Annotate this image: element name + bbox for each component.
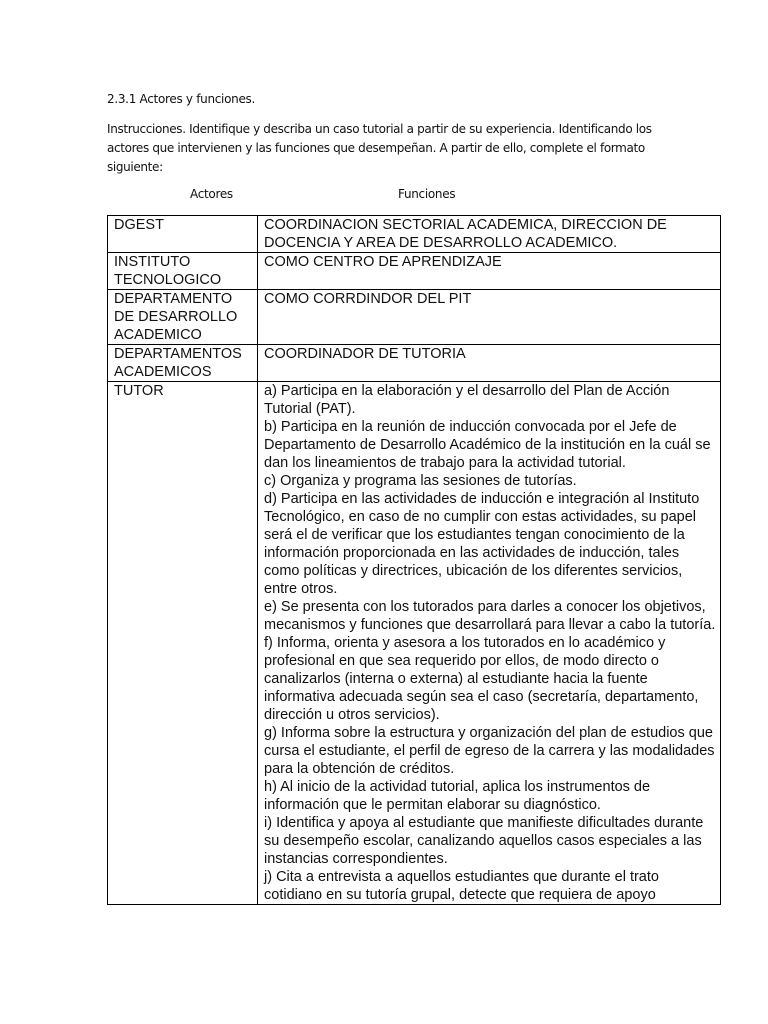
section-heading: 2.3.1 Actores y funciones.: [107, 92, 255, 106]
actor-cell: DEPARTAMENTO DE DESARROLLO ACADEMICO: [108, 290, 258, 345]
table-row: [108, 345, 721, 382]
column-header-actores: Actores: [190, 187, 233, 201]
function-cell: [258, 345, 721, 382]
table-row: [108, 253, 721, 290]
function-item: d) Participa en las actividades de inducción e integración al Instituto Tecnológico, en caso de no cumplir con estas actividades, su papel será el de verificar que los estudiantes tengan conocimiento de la información proporcionada en las actividades de inducción, tales como políticas y directrices, ubicación de los diferentes servicios, entre otros.: [264, 491, 700, 597]
table-row: [108, 290, 721, 345]
function-cell: [258, 382, 721, 905]
actor-cell: DGEST: [108, 216, 258, 253]
actors-functions-table: [107, 215, 721, 905]
table-row: [108, 216, 721, 253]
function-item: COMO CORRDINDOR DEL PIT: [264, 291, 472, 307]
function-item: b) Participa en la reunión de inducción convocada por el Jefe de Departamento de Desarrollo Académico de la institución en la cuál se dan los lineamientos de trabajo para la actividad tutorial.: [264, 419, 711, 471]
table-row: [108, 382, 721, 905]
function-item: i) Identifica y apoya al estudiante que manifieste dificultades durante su desempeño escolar, canalizando aquellos casos especiales a las instancias correspondientes.: [264, 815, 704, 867]
function-item: a) Participa en la elaboración y el desarrollo del Plan de Acción Tutorial (PAT).: [264, 383, 670, 417]
function-item: e) Se presenta con los tutorados para darles a conocer los objetivos, mecanismos y funciones que desarrollará para llevar a cabo la tutoría.: [264, 599, 716, 633]
function-cell: [258, 253, 721, 290]
function-item: h) Al inicio de la actividad tutorial, aplica los instrumentos de información que le permitan elaborar su diagnóstico.: [264, 779, 651, 813]
column-header-funciones: Funciones: [398, 187, 456, 201]
actor-cell: DEPARTAMENTOS ACADEMICOS: [108, 345, 258, 382]
actor-cell: TUTOR: [108, 382, 258, 905]
function-cell: [258, 290, 721, 345]
function-item: g) Informa sobre la estructura y organización del plan de estudios que cursa el estudiante, el perfil de egreso de la carrera y las modalidades para la obtención de créditos.: [264, 725, 715, 777]
function-cell: [258, 216, 721, 253]
actor-cell: INSTITUTO TECNOLOGICO: [108, 253, 258, 290]
instructions-paragraph: Instrucciones. Identifique y describa un caso tutorial a partir de su experiencia. Identificando los actores que intervienen y las funciones que desempeñan. A partir de ello, complete el formato siguiente:: [107, 122, 652, 174]
function-item: COORDINACION SECTORIAL ACADEMICA, DIRECCION DE DOCENCIA Y AREA DE DESARROLLO ACADEMICO.: [264, 217, 667, 251]
function-item: c) Organiza y programa las sesiones de tutorías.: [264, 473, 577, 489]
function-item: COORDINADOR DE TUTORIA: [264, 346, 466, 362]
function-item: f) Informa, orienta y asesora a los tutorados en lo académico y profesional en que sea requerido por ellos, de modo directo o canalizarlos (interna o externa) al estudiante hacia la fuente informativa adecuada según sea el caso (secretaría, departamento, dirección u otros servicios).: [264, 635, 699, 723]
function-item: COMO CENTRO DE APRENDIZAJE: [264, 254, 502, 270]
function-item: j) Cita a entrevista a aquellos estudiantes que durante el trato cotidiano en su tutoría grupal, detecte que requiera de apoyo: [264, 869, 659, 903]
